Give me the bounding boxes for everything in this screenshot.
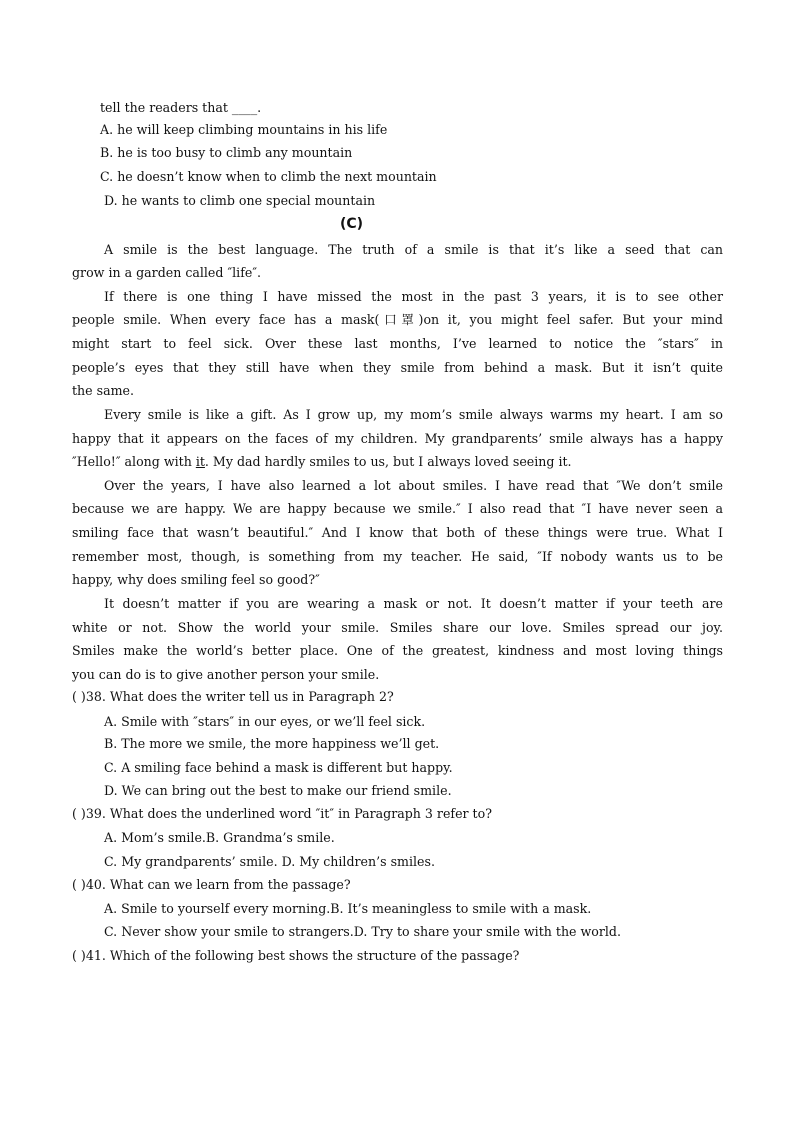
q38-option-a: A. Smile with ″stars″ in our eyes, or we’ll feel sick. bbox=[104, 714, 426, 729]
passage-p4-line5: happy, why does smiling feel so good?″ bbox=[72, 572, 320, 587]
q39-option-ab: A. Mom’s smile.B. Grandma’s smile. bbox=[104, 830, 335, 845]
passage-p4-line1: Over the years, I have also learned a lot about smiles. I have read that ″We don’t smile bbox=[104, 478, 723, 493]
q38-option-d: D. We can bring out the best to make our friend smile. bbox=[104, 783, 452, 798]
passage-p4-line2: because we are happy. We are happy because we smile.″ I also read that ″I have never seen a bbox=[72, 501, 723, 516]
passage-p1-line1: A smile is the best language. The truth of a smile is that it’s like a seed that can bbox=[104, 242, 723, 257]
q37-option-b: B. he is too busy to climb any mountain bbox=[100, 145, 353, 160]
passage-p2-line5: the same. bbox=[72, 383, 134, 398]
passage-p5-line2: white or not. Show the world your smile. Smiles share our love. Smiles spread our joy. bbox=[72, 620, 723, 635]
p3-line3-after: . My dad hardly smiles to us, but I always loved seeing it. bbox=[204, 454, 572, 469]
underlined-word-it: it bbox=[195, 454, 205, 469]
p3-line3-before: ″Hello!″ along with bbox=[72, 454, 196, 469]
q37-stem-tail: tell the readers that ____. bbox=[100, 100, 262, 115]
q40-option-ab: A. Smile to yourself every morning.B. It’s meaningless to smile with a mask. bbox=[104, 901, 592, 916]
passage-p5-line1: It doesn’t matter if you are wearing a mask or not. It doesn’t matter if your teeth are bbox=[104, 596, 723, 611]
passage-p1-line2: grow in a garden called ″life″. bbox=[72, 265, 262, 280]
passage-p5-line4: you can do is to give another person your smile. bbox=[72, 667, 380, 682]
passage-p2-line2: people smile. When every face has a mask(口罩)on it, you might feel safer. But your mind bbox=[72, 312, 723, 327]
q38-stem: ( )38. What does the writer tell us in Paragraph 2? bbox=[72, 689, 394, 704]
passage-p3-line1: Every smile is like a gift. As I grow up, my mom’s smile always warms my heart. I am so bbox=[104, 407, 723, 422]
q40-stem: ( )40. What can we learn from the passage? bbox=[72, 877, 351, 892]
q37-option-a: A. he will keep climbing mountains in his life bbox=[100, 122, 388, 137]
passage-p5-line3: Smiles make the world’s better place. One of the greatest, kindness and most loving things bbox=[72, 643, 723, 658]
q37-option-d: D. he wants to climb one special mountain bbox=[104, 193, 376, 208]
passage-p2-line4: people’s eyes that they still have when they smile from behind a mask. But it isn’t quite bbox=[72, 360, 723, 375]
passage-p2-line1: If there is one thing I have missed the most in the past 3 years, it is to see other bbox=[104, 289, 723, 304]
passage-p2-line3: might start to feel sick. Over these last months, I’ve learned to notice the ″stars″ in bbox=[72, 336, 723, 351]
q40-option-cd: C. Never show your smile to strangers.D. Try to share your smile with the world. bbox=[104, 924, 621, 939]
q41-stem: ( )41. Which of the following best shows the structure of the passage? bbox=[72, 948, 520, 963]
q39-stem: ( )39. What does the underlined word ″it″ in Paragraph 3 refer to? bbox=[72, 806, 492, 821]
passage-p3-line2: happy that it appears on the faces of my children. My grandparents’ smile always has a happy bbox=[72, 431, 723, 446]
section-heading: (C) bbox=[340, 216, 364, 232]
passage-p4-line4: remember most, though, is something from my teacher. He said, ″If nobody wants us to be bbox=[72, 549, 723, 564]
q37-option-c: C. he doesn’t know when to climb the next mountain bbox=[100, 169, 437, 184]
q39-option-cd: C. My grandparents’ smile. D. My children’s smiles. bbox=[104, 854, 435, 869]
q38-option-b: B. The more we smile, the more happiness we’ll get. bbox=[104, 736, 440, 751]
passage-p4-line3: smiling face that wasn’t beautiful.″ And I know that both of these things were true. What I bbox=[72, 525, 723, 540]
passage-p3-line3 bbox=[72, 454, 572, 470]
q38-option-c: C. A smiling face behind a mask is different but happy. bbox=[104, 760, 453, 775]
